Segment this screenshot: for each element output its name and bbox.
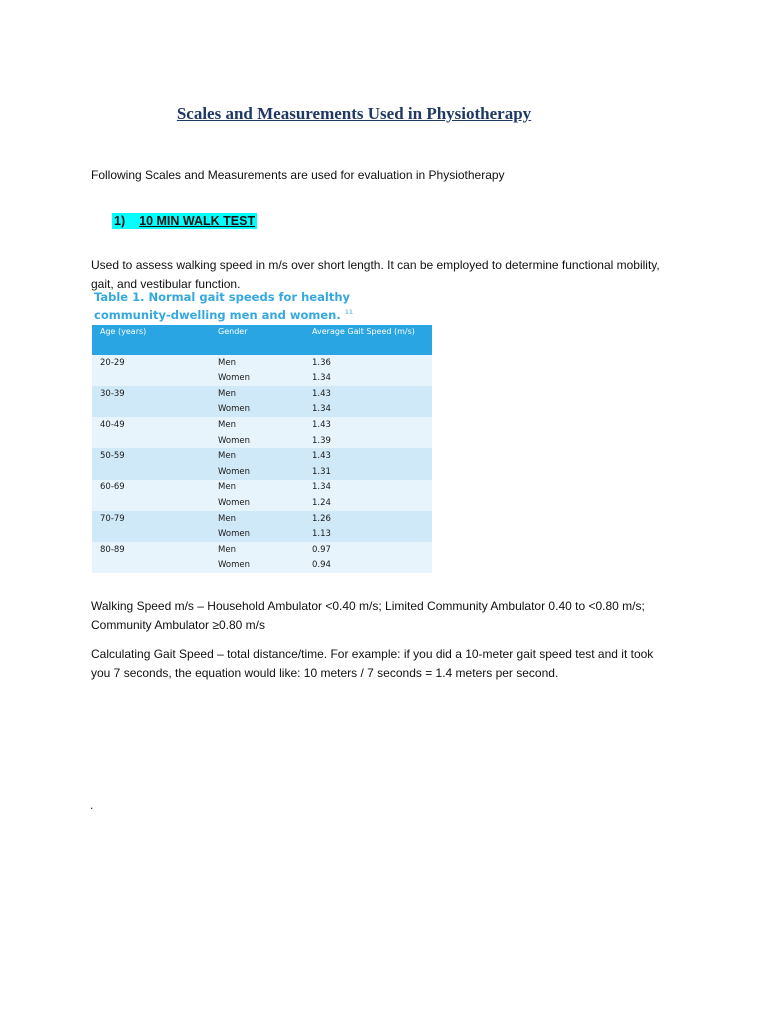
- gait-speed-table-figure: [92, 290, 432, 570]
- trailing-period: .: [90, 798, 94, 812]
- table-row: [92, 526, 432, 542]
- speed-cell: 1.26: [308, 511, 432, 527]
- table-row: [92, 495, 432, 511]
- speed-cell: 1.34: [308, 370, 432, 386]
- age-cell: 80-89: [92, 542, 202, 558]
- speed-cell: 1.43: [308, 417, 432, 433]
- age-cell: [92, 464, 202, 480]
- age-cell: 50-59: [92, 448, 202, 464]
- speed-cell: 1.34: [308, 480, 432, 496]
- table-header-row: [92, 325, 432, 355]
- gender-cell: Men: [202, 511, 308, 527]
- speed-cell: 1.39: [308, 433, 432, 449]
- age-cell: [92, 526, 202, 542]
- gender-cell: Men: [202, 355, 308, 371]
- section-number: 1): [114, 214, 126, 228]
- age-cell: 60-69: [92, 480, 202, 496]
- section-heading: [112, 213, 257, 229]
- gender-cell: Men: [202, 417, 308, 433]
- column-header-gender: Gender: [202, 325, 308, 355]
- walking-speed-classification: Walking Speed m/s – Household Ambulator <0.40 m/s; Limited Community Ambulator 0.40 to <0.80 m/s; Community Ambulator ≥0.80 m/s: [91, 599, 645, 632]
- speed-cell: 0.94: [308, 558, 432, 574]
- test-description: Used to assess walking speed in m/s over short length. It can be employed to determine functional mobility, gait, and vestibular function.: [91, 258, 660, 291]
- table-caption-reference: 11: [344, 309, 354, 316]
- speed-cell: 1.31: [308, 464, 432, 480]
- speed-cell: 1.43: [308, 386, 432, 402]
- gender-cell: Women: [202, 433, 308, 449]
- table-row: [92, 448, 432, 464]
- gender-cell: Women: [202, 558, 308, 574]
- gender-cell: Women: [202, 402, 308, 418]
- intro-text: Following Scales and Measurements are used for evaluation in Physiotherapy: [91, 168, 505, 182]
- table-row: [92, 433, 432, 449]
- table-row: [92, 558, 432, 574]
- gender-cell: Women: [202, 526, 308, 542]
- age-cell: 30-39: [92, 386, 202, 402]
- table-row: [92, 464, 432, 480]
- speed-cell: 1.13: [308, 526, 432, 542]
- age-cell: 40-49: [92, 417, 202, 433]
- section-title: 10 MIN WALK TEST: [139, 214, 256, 228]
- gender-cell: Men: [202, 448, 308, 464]
- age-cell: [92, 558, 202, 574]
- table-row: [92, 402, 432, 418]
- age-cell: 20-29: [92, 355, 202, 371]
- speed-cell: 1.43: [308, 448, 432, 464]
- table-row: [92, 386, 432, 402]
- speed-cell: 1.36: [308, 355, 432, 371]
- table-row: [92, 417, 432, 433]
- speed-cell: 1.24: [308, 495, 432, 511]
- gender-cell: Men: [202, 386, 308, 402]
- table-caption: [92, 290, 424, 323]
- table-row: [92, 542, 432, 558]
- age-cell: [92, 495, 202, 511]
- age-cell: 70-79: [92, 511, 202, 527]
- table-row: [92, 480, 432, 496]
- table-caption-text: Table 1. Normal gait speeds for healthy community-dwelling men and women.: [94, 290, 350, 322]
- age-cell: [92, 402, 202, 418]
- gender-cell: Men: [202, 480, 308, 496]
- table-row: [92, 355, 432, 371]
- gender-cell: Men: [202, 542, 308, 558]
- gender-cell: Women: [202, 370, 308, 386]
- age-cell: [92, 433, 202, 449]
- column-header-speed: Average Gait Speed (m/s): [308, 325, 432, 355]
- table-row: [92, 511, 432, 527]
- document-title: Scales and Measurements Used in Physiotherapy: [176, 104, 532, 124]
- column-header-age: Age (years): [92, 325, 202, 355]
- gait-speed-calculation: Calculating Gait Speed – total distance/time. For example: if you did a 10-meter gait speed test and it took you 7 seconds, the equation would like: 10 meters / 7 seconds = 1.4 meters per second.: [91, 647, 654, 680]
- age-cell: [92, 370, 202, 386]
- speed-cell: 1.34: [308, 402, 432, 418]
- speed-cell: 0.97: [308, 542, 432, 558]
- gender-cell: Women: [202, 464, 308, 480]
- table-row: [92, 370, 432, 386]
- gait-speed-table: [92, 325, 432, 573]
- gender-cell: Women: [202, 495, 308, 511]
